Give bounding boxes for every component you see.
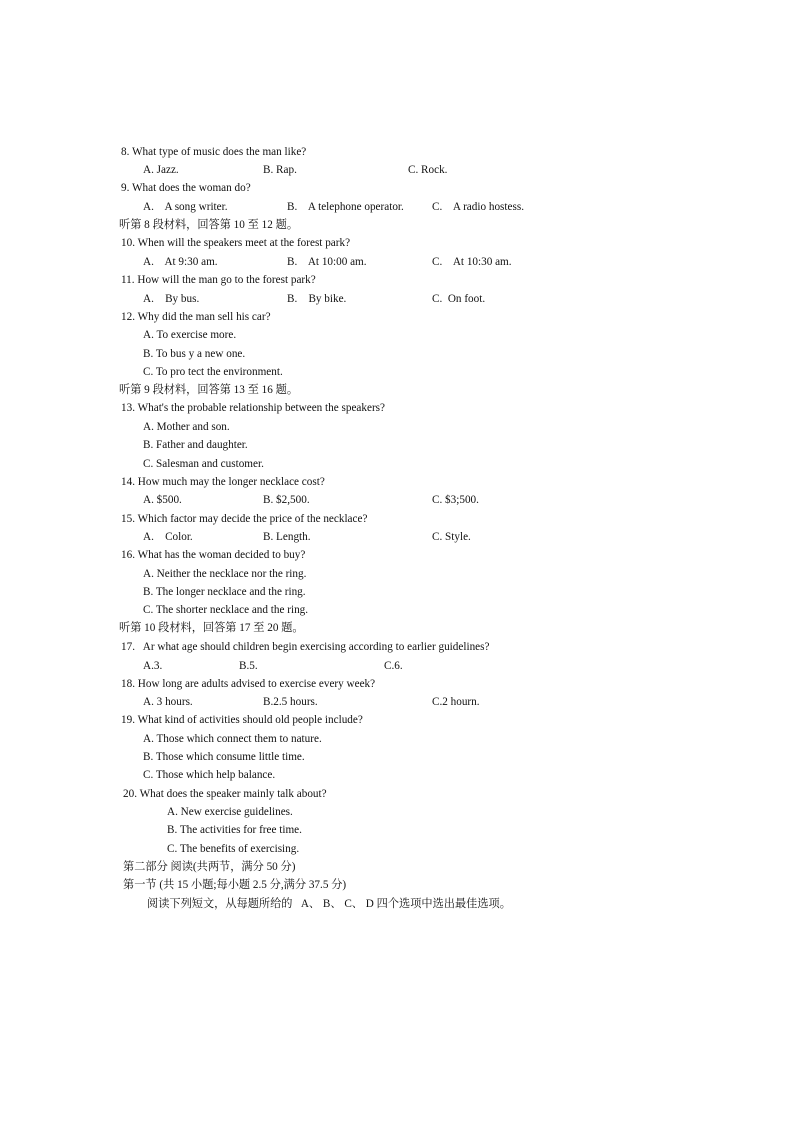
question-11-option-b: B. By bike. <box>287 293 347 305</box>
question-8-option-b: B. Rap. <box>263 164 297 176</box>
question-20-option-c: C. The benefits of exercising. <box>167 843 300 855</box>
question-19-option-b: B. Those which consume little time. <box>143 751 305 763</box>
question-9-option-c: C. A radio hostess. <box>432 201 524 213</box>
question-15-option-a: A. Color. <box>143 531 193 543</box>
question-17-stem: 17. Ar what age should children begin exercising according to earlier guidelines? <box>121 641 490 653</box>
question-17-option-c: C.6. <box>384 660 403 672</box>
question-19-option-a: A. Those which connect them to nature. <box>143 733 322 745</box>
question-18-option-b: B.2.5 hours. <box>263 696 318 708</box>
part-2-title: 第二部分 阅读(共两节，满分 50 分) <box>123 861 296 873</box>
question-9-stem: 9. What does the woman do? <box>121 182 251 194</box>
section-9-header: 听第 9 段材料，回答第 13 至 16 题。 <box>119 384 299 396</box>
question-10-option-b: B. At 10:00 am. <box>287 256 367 268</box>
question-18-stem: 18. How long are adults advised to exercise every week? <box>121 678 376 690</box>
question-16-option-c: C. The shorter necklace and the ring. <box>143 604 309 616</box>
question-20-option-b: B. The activities for free time. <box>167 824 302 836</box>
question-18-option-a: A. 3 hours. <box>143 696 193 708</box>
question-16-option-a: A. Neither the necklace nor the ring. <box>143 568 307 580</box>
question-12-option-b: B. To bus y a new one. <box>143 348 246 360</box>
question-14-option-c: C. $3;500. <box>432 494 479 506</box>
part-2-instruction: 阅读下列短文，从每题所给的 A、 B、 C、 D 四个选项中选出最佳选项。 <box>147 898 511 910</box>
question-11-stem: 11. How will the man go to the forest park? <box>121 274 316 286</box>
question-12-stem: 12. Why did the man sell his car? <box>121 311 271 323</box>
part-2-section-1: 第一节 (共 15 小题;每小题 2.5 分,满分 37.5 分) <box>123 879 347 891</box>
question-20-option-a: A. New exercise guidelines. <box>167 806 293 818</box>
section-10-header: 听第 10 段材料，回答第 17 至 20 题。 <box>119 622 304 634</box>
question-15-stem: 15. Which factor may decide the price of the necklace? <box>121 513 368 525</box>
question-15-option-c: C. Style. <box>432 531 471 543</box>
question-11-option-a: A. By bus. <box>143 293 200 305</box>
question-13-option-b: B. Father and daughter. <box>143 439 248 451</box>
question-17-option-a: A.3. <box>143 660 163 672</box>
question-13-option-c: C. Salesman and customer. <box>143 458 264 470</box>
question-19-option-c: C. Those which help balance. <box>143 769 276 781</box>
question-12-option-c: C. To pro tect the environment. <box>143 366 283 378</box>
question-12-option-a: A. To exercise more. <box>143 329 237 341</box>
question-14-stem: 14. How much may the longer necklace cost? <box>121 476 325 488</box>
question-16-option-b: B. The longer necklace and the ring. <box>143 586 306 598</box>
question-8-option-a: A. Jazz. <box>143 164 179 176</box>
question-9-option-a: A. A song writer. <box>143 201 228 213</box>
question-14-option-a: A. $500. <box>143 494 182 506</box>
question-20-stem: 20. What does the speaker mainly talk about? <box>123 788 327 800</box>
question-11-option-c: C. On foot. <box>432 293 486 305</box>
question-18-option-c: C.2 hourn. <box>432 696 480 708</box>
question-19-stem: 19. What kind of activities should old people include? <box>121 714 363 726</box>
question-16-stem: 16. What has the woman decided to buy? <box>121 549 306 561</box>
question-17-option-b: B.5. <box>239 660 258 672</box>
question-10-option-c: C. At 10:30 am. <box>432 256 512 268</box>
question-13-stem: 13. What's the probable relationship between the speakers? <box>121 402 386 414</box>
question-13-option-a: A. Mother and son. <box>143 421 230 433</box>
question-10-stem: 10. When will the speakers meet at the forest park? <box>121 237 351 249</box>
question-8-option-c: C. Rock. <box>408 164 448 176</box>
question-10-option-a: A. At 9:30 am. <box>143 256 218 268</box>
question-15-option-b: B. Length. <box>263 531 311 543</box>
question-14-option-b: B. $2,500. <box>263 494 310 506</box>
question-8-stem: 8. What type of music does the man like? <box>121 146 307 158</box>
question-9-option-b: B. A telephone operator. <box>287 201 404 213</box>
section-8-header: 听第 8 段材料，回答第 10 至 12 题。 <box>119 219 299 231</box>
